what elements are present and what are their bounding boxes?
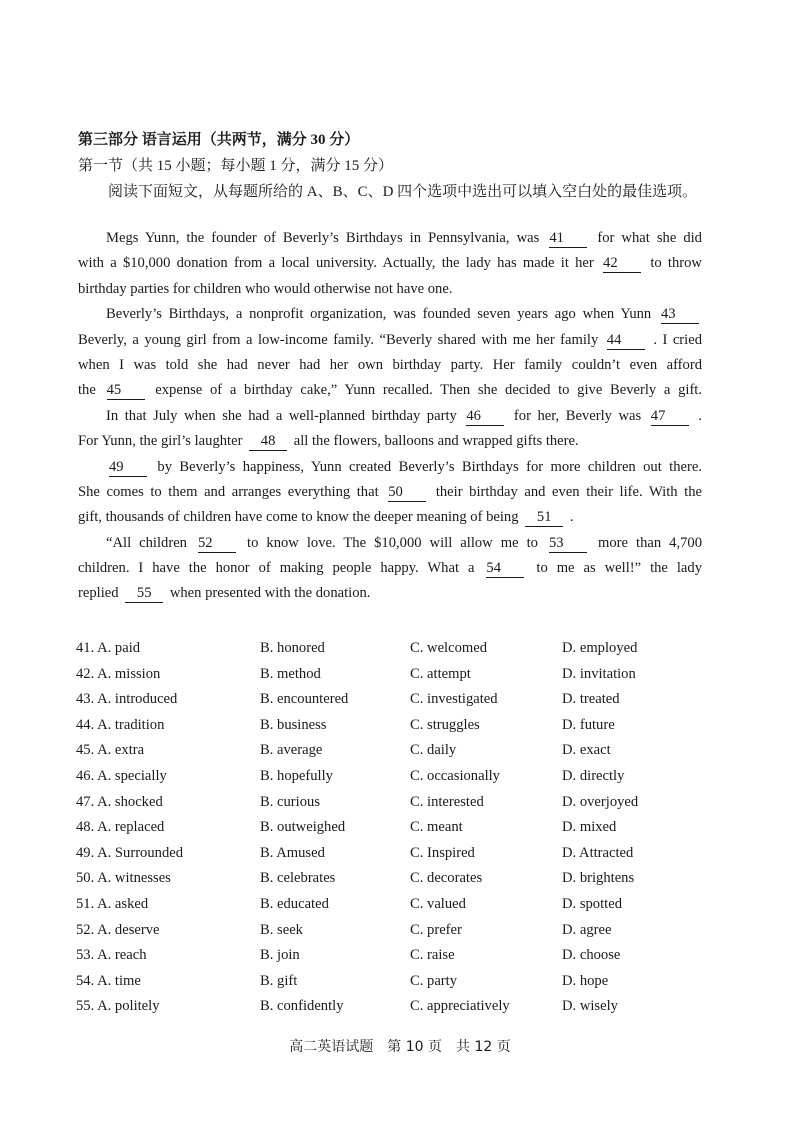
option-55-d: D. wisely [562,998,618,1015]
option-row-55 [76,994,716,1020]
option-49-d: D. Attracted [562,844,634,861]
passage-text: Beverly, a young girl from a low-income family. “Beverly shared with me her family [78,331,599,348]
passage-text: She comes to them and arranges everything that [78,483,379,500]
blank-51: 51 [525,509,563,527]
option-50-d: D. brightens [562,870,635,887]
option-49-a: 49. A. Surrounded [76,844,184,861]
option-54-d: D. hope [562,972,609,989]
option-row-48 [76,815,716,841]
option-43-c: C. investigated [410,691,498,708]
option-41-b: B. honored [260,640,325,656]
passage-text: more than 4,700 [598,534,702,551]
option-51-c: C. valued [410,895,466,912]
option-41-d: D. employed [562,640,638,656]
blank-44: 44 [607,332,645,350]
instruction: 阅读下面短文，从每题所给的 A、B、C、D 四个选项中选出可以填入空白处的最佳选项。 [108,184,698,200]
blank-41: 41 [549,230,587,248]
option-55-b: B. confidently [260,998,344,1015]
passage-line [78,429,702,454]
blank-43: 43 [661,306,699,324]
option-row-46 [76,764,716,790]
option-50-a: 50. A. witnesses [76,870,171,887]
passage-line [78,531,702,556]
passage-text: . [698,407,702,424]
option-42-a: 42. A. mission [76,665,161,682]
option-48-d: D. mixed [562,819,617,836]
option-row-47 [76,790,716,816]
option-42-d: D. invitation [562,665,636,682]
option-row-43 [76,687,716,713]
option-53-a: 53. A. reach [76,947,147,964]
option-row-49 [76,841,716,867]
passage-line [78,378,702,403]
blank-47: 47 [651,408,689,426]
passage-line [78,328,702,353]
option-row-54 [76,969,716,995]
passage-text: children. I have the honor of making people happy. What a [78,560,475,577]
option-51-d: D. spotted [562,895,622,912]
passage-line [78,581,702,606]
section-title: 第一节（共 15 小题；每小题 1 分，满分 15 分） [78,158,394,174]
option-52-c: C. prefer [410,921,462,938]
passage-text: when presented with the donation. [169,585,371,602]
option-row-45 [76,738,716,764]
option-42-b: B. method [260,665,321,682]
blank-48: 48 [249,433,287,451]
passage-text: by Beverly’s happiness, Yunn created Beverly’s Birthdays for more children out there. [157,458,702,475]
passage-line [78,302,702,327]
passage-line [78,455,702,480]
option-53-d: D. choose [562,947,621,964]
option-44-c: C. struggles [410,716,480,733]
passage-text: expense of a birthday cake,” Yunn recalled. Then she decided to give Beverly a gift. [155,382,702,399]
passage-line [78,353,702,378]
passage-text: with a $10,000 donation from a local university. Actually, the lady has made it her [78,255,594,272]
passage-text: the [78,382,96,399]
cloze-passage [78,226,702,607]
option-45-c: C. daily [410,742,457,759]
option-46-a: 46. A. specially [76,767,167,784]
option-48-b: B. outweighed [260,819,346,836]
passage-text: their birthday and even their life. With the [435,483,702,500]
blank-53: 53 [549,535,587,553]
passage-text: for her, Beverly was [513,407,642,424]
option-45-b: B. average [260,742,323,759]
option-46-c: C. occasionally [410,767,500,784]
passage-text: In that July when she had a well-planned birthday party [106,407,457,424]
option-48-a: 48. A. replaced [76,819,165,836]
passage-text: when I was told she had never had her own birthday party. Her family couldn’t even afford [78,356,702,373]
option-44-b: B. business [260,716,327,733]
blank-55: 55 [125,585,163,603]
option-43-d: D. treated [562,691,620,708]
passage-text: . [569,509,574,526]
passage-line [78,277,702,302]
blank-45: 45 [107,382,145,400]
passage-text: gift, thousands of children have come to know the deeper meaning of being [78,509,519,526]
option-53-c: C. raise [410,947,455,964]
option-row-44 [76,713,716,739]
option-41-a: 41. A. paid [76,640,141,656]
option-46-b: B. hopefully [260,767,333,784]
answer-options [76,636,716,1020]
option-51-a: 51. A. asked [76,895,149,912]
option-53-b: B. join [260,947,300,964]
option-row-42 [76,662,716,688]
option-52-d: D. agree [562,921,612,938]
option-54-a: 54. A. time [76,972,141,989]
option-47-c: C. interested [410,793,484,810]
option-50-c: C. decorates [410,870,483,887]
option-row-53 [76,943,716,969]
blank-49: 49 [109,459,147,477]
passage-line [78,251,702,276]
page-footer: 高二英语试题 第 10 页 共 12 页 [289,1039,511,1055]
option-55-a: 55. A. politely [76,998,160,1015]
option-49-b: B. Amused [260,844,325,861]
passage-text: “All children [106,534,187,551]
option-row-41 [76,636,716,662]
part-title: 第三部分 语言运用（共两节，满分 30 分） [78,132,360,148]
passage-line [78,556,702,581]
blank-52: 52 [198,535,236,553]
option-row-50 [76,866,716,892]
option-row-51 [76,892,716,918]
blank-54: 54 [486,560,524,578]
option-44-a: 44. A. tradition [76,716,165,733]
passage-text: to know love. The $10,000 will allow me to [247,534,538,551]
passage-text: for what she did [597,230,702,246]
passage-text: Megs Yunn, the founder of Beverly’s Birthdays in Pennsylvania, was [106,230,540,246]
option-52-a: 52. A. deserve [76,921,160,938]
passage-line [78,480,702,505]
option-43-a: 43. A. introduced [76,691,178,708]
option-45-d: D. exact [562,742,611,759]
option-48-c: C. meant [410,819,463,836]
blank-46: 46 [466,408,504,426]
option-45-a: 45. A. extra [76,742,145,759]
passage-line [78,404,702,429]
passage-text: replied [78,585,119,602]
passage-line [78,505,702,530]
blank-42: 42 [603,255,641,273]
passage-text: all the flowers, balloons and wrapped gifts there. [293,433,579,450]
passage-text: For Yunn, the girl’s laughter [78,433,243,450]
passage-text: Beverly’s Birthdays, a nonprofit organization, was founded seven years ago when Yunn [106,306,652,323]
passage-line [78,226,702,251]
passage-text: . I cried [653,331,702,348]
option-44-d: D. future [562,716,615,733]
option-43-b: B. encountered [260,691,349,708]
option-46-d: D. directly [562,767,625,784]
option-51-b: B. educated [260,895,329,912]
passage-text: to throw [650,255,702,272]
passage-text: birthday parties for children who would otherwise not have one. [78,280,453,297]
option-47-b: B. curious [260,793,320,810]
blank-50: 50 [388,484,426,502]
option-47-a: 47. A. shocked [76,793,163,810]
option-50-b: B. celebrates [260,870,336,887]
option-52-b: B. seek [260,921,303,938]
option-row-52 [76,918,716,944]
passage-text: to me as well!” the lady [536,560,702,577]
option-47-d: D. overjoyed [562,793,639,810]
option-55-c: C. appreciatively [410,998,510,1015]
option-54-b: B. gift [260,972,298,989]
option-54-c: C. party [410,972,458,989]
option-42-c: C. attempt [410,665,471,682]
option-41-c: C. welcomed [410,640,488,656]
option-49-c: C. Inspired [410,844,475,861]
